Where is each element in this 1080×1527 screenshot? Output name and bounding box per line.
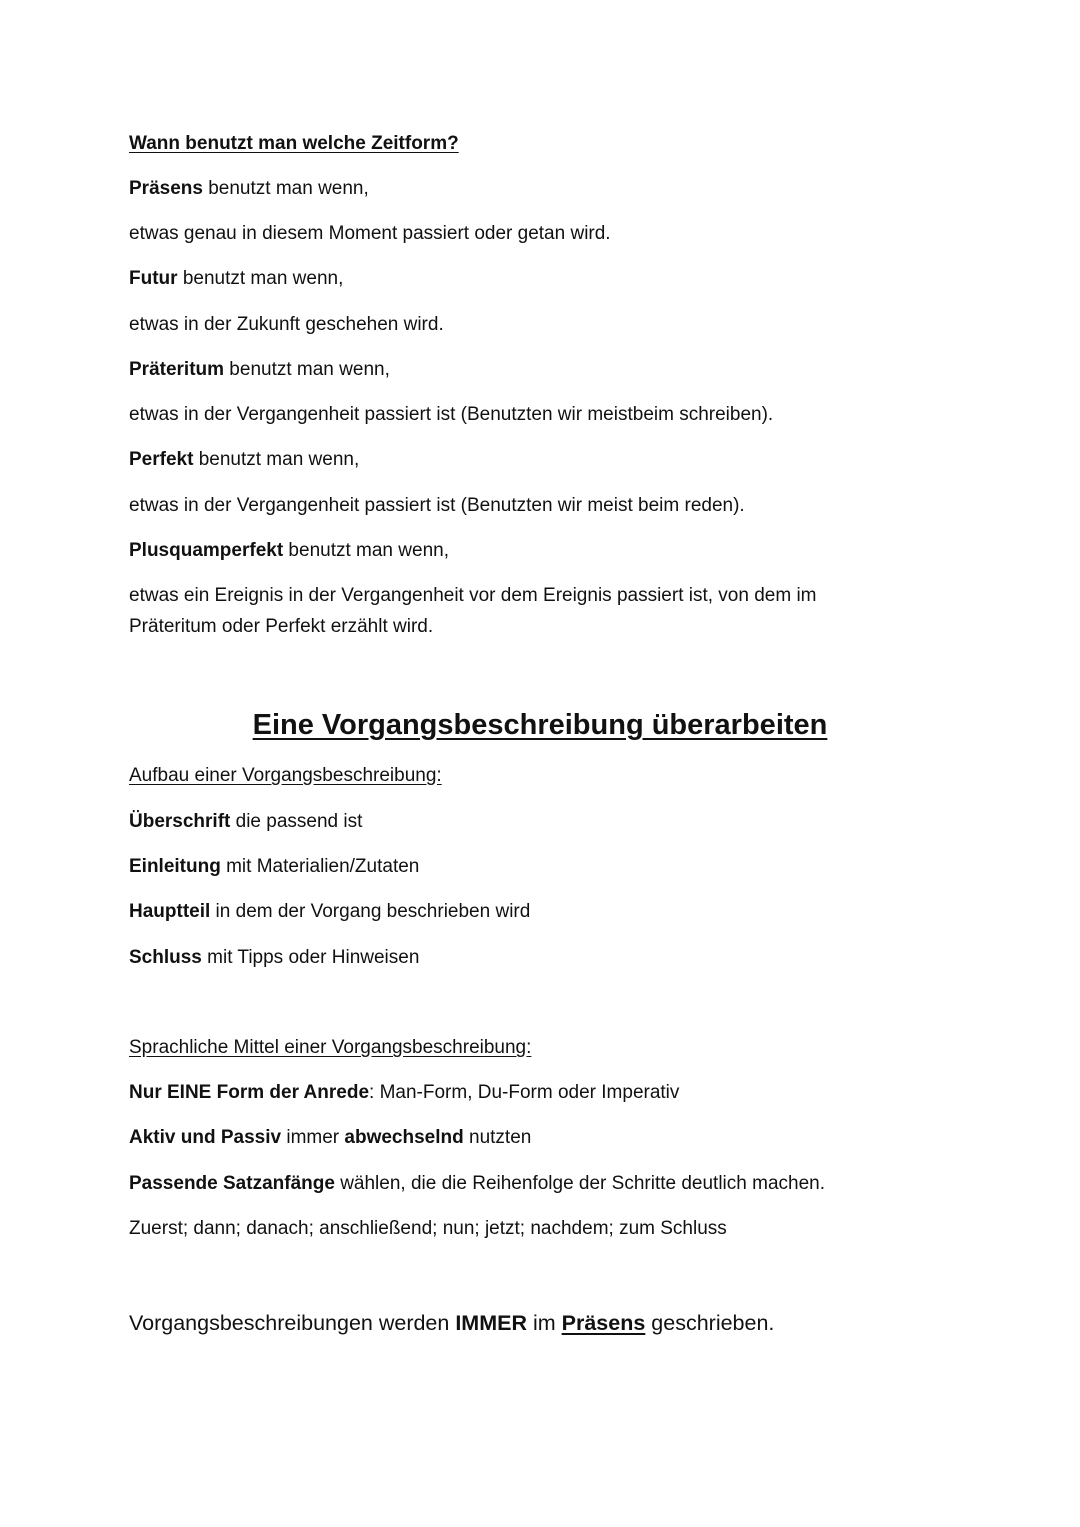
mittel-rest: : Man-Form, Du-Form oder Imperativ	[369, 1082, 680, 1103]
tense-desc: etwas in der Zukunft geschehen wird.	[129, 314, 444, 335]
tense-line	[129, 358, 390, 382]
final-statement	[129, 1309, 774, 1337]
mittel-rest: wählen, die die Reihenfolge der Schritte deutlich machen.	[334, 1173, 825, 1194]
aufbau-item	[129, 946, 419, 970]
tense-rest: benutzt man wenn,	[193, 449, 360, 470]
mittel-bold: Aktiv und Passiv	[129, 1127, 282, 1148]
tense-rest: benutzt man wenn,	[224, 359, 390, 380]
mittel-bold: abwechselnd	[344, 1127, 464, 1148]
tense-desc-cont: Präteritum oder Perfekt erzählt wird.	[129, 616, 434, 637]
aufbau-rest: in dem der Vorgang beschrieben wird	[210, 901, 531, 922]
tense-rest: benutzt man wenn,	[283, 540, 449, 561]
tense-line	[129, 539, 449, 563]
tense-term: Präsens	[129, 178, 203, 199]
tense-desc: etwas in der Vergangenheit passiert ist (Benutzten wir meist beim reden).	[129, 495, 745, 516]
mittel-title: Sprachliche Mittel einer Vorgangsbeschreibung:	[129, 1037, 532, 1058]
tense-line	[129, 448, 359, 472]
aufbau-term: Schluss	[129, 947, 202, 968]
tense-desc: etwas ein Ereignis in der Vergangenheit vor dem Ereignis passiert ist, von dem im	[129, 585, 817, 606]
aufbau-item	[129, 900, 530, 924]
final-praesens: Präsens	[561, 1311, 646, 1335]
tense-desc: etwas genau in diesem Moment passiert oder getan wird.	[129, 223, 611, 244]
aufbau-rest: mit Materialien/Zutaten	[220, 856, 420, 877]
tense-rest: benutzt man wenn,	[177, 268, 344, 289]
aufbau-item	[129, 810, 362, 834]
tense-term: Plusquamperfekt	[129, 540, 284, 561]
mittel-item	[129, 1081, 679, 1105]
tense-term: Futur	[129, 268, 178, 289]
tense-rest: benutzt man wenn,	[202, 178, 369, 199]
section-title: Wann benutzt man welche Zeitform?	[129, 133, 459, 154]
aufbau-rest: die passend ist	[230, 811, 363, 832]
aufbau-term: Einleitung	[129, 856, 221, 877]
tense-term: Perfekt	[129, 449, 194, 470]
mittel-bold: Passende Satzanfänge	[129, 1173, 335, 1194]
satzanfaenge-list: Zuerst; dann; danach; anschließend; nun; jetzt; nachdem; zum Schluss	[129, 1218, 727, 1239]
tense-term: Präteritum	[129, 359, 225, 380]
final-immer: IMMER	[455, 1311, 527, 1335]
aufbau-rest: mit Tipps oder Hinweisen	[201, 947, 420, 968]
final-c: im	[527, 1311, 562, 1335]
tense-line	[129, 177, 369, 201]
aufbau-term: Überschrift	[129, 811, 231, 832]
mittel-item	[129, 1172, 825, 1196]
main-heading: Eine Vorgangsbeschreibung überarbeiten	[252, 709, 828, 741]
mittel-bold: Nur EINE Form der Anrede	[129, 1082, 370, 1103]
mittel-rest: nutzten	[463, 1127, 532, 1148]
aufbau-title: Aufbau einer Vorgangsbeschreibung:	[129, 765, 442, 786]
tense-line	[129, 267, 343, 291]
final-e: geschrieben.	[645, 1311, 775, 1335]
aufbau-term: Hauptteil	[129, 901, 211, 922]
tense-desc: etwas in der Vergangenheit passiert ist (Benutzten wir meistbeim schreiben).	[129, 404, 774, 425]
aufbau-item	[129, 855, 419, 879]
mittel-mid: immer	[281, 1127, 345, 1148]
mittel-item	[129, 1126, 531, 1150]
final-a: Vorgangsbeschreibungen werden	[129, 1311, 456, 1335]
